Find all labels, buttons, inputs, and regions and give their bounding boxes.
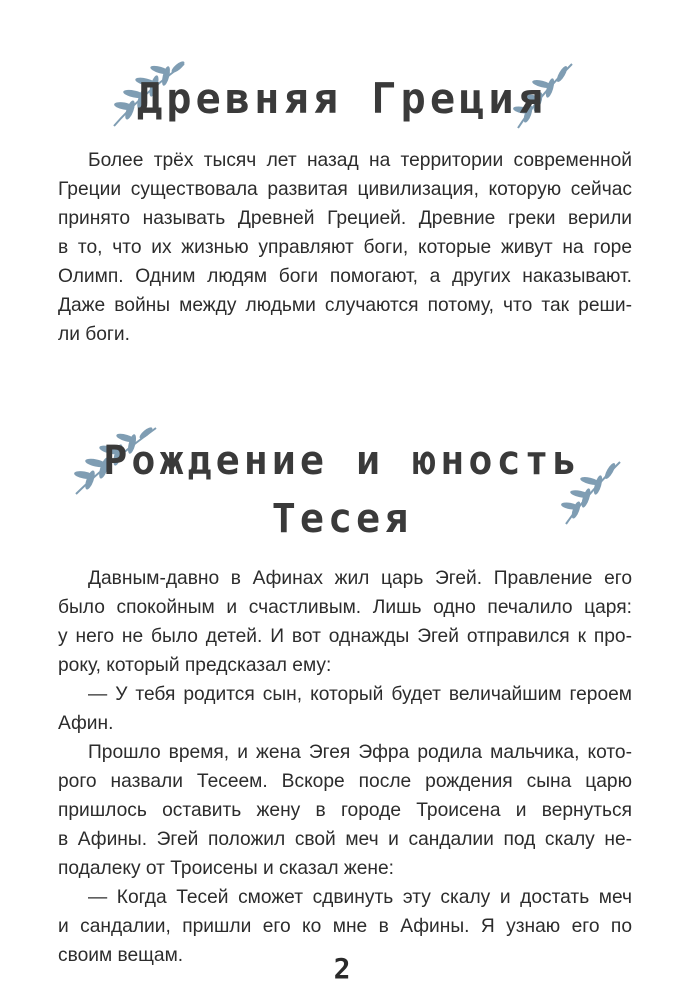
text-line: своим вещам. — [58, 945, 184, 966]
text-line: — У тебя родится сын, который будет величайшим героем — [88, 684, 632, 705]
text-line: у него не было детей. И вот однажды Эгей отправился к про- — [58, 626, 632, 647]
text-line: — Когда Тесей сможет сдвинуть эту скалу и достать меч — [88, 887, 632, 908]
text-line: и сандалии, пришли его ко мне в Афины. Я узнаю его по — [58, 916, 632, 937]
text-line: Прошло время, и жена Эгея Эфра родила мальчика, кото- — [88, 742, 632, 763]
text-line: пришлось оставить жену в городе Троисена и вернуться — [58, 800, 632, 821]
text-line: року, который предсказал ему: — [58, 655, 332, 676]
text-line: Давным-давно в Афинах жил царь Эгей. Правление его — [88, 568, 632, 589]
text-line: в то, что их жизнью управляют боги, которые живут на горе — [58, 237, 632, 258]
text-line: Более трёх тысяч лет назад на территории современной — [88, 150, 632, 171]
text-line: подалеку от Троисены и сказал жене: — [58, 858, 394, 879]
text-line: Афин. — [58, 713, 114, 734]
text-line: принято называть Древней Грецией. Древние греки верили — [58, 208, 632, 229]
text-line: Греции существовала развитая цивилизация, которую сейчас — [58, 179, 632, 200]
story-text — [58, 564, 632, 970]
intro-paragraph — [58, 146, 632, 349]
text-line: было спокойным и счастливым. Лишь одно печалило царя: — [58, 597, 632, 618]
text-line: ли боги. — [58, 324, 130, 345]
page-number: 2 — [333, 952, 351, 985]
text-line: в Афины. Эгей положил свой меч и сандалии под скалу не- — [58, 829, 632, 850]
section-title: Древняя Греция — [136, 74, 547, 123]
section-title-line-1: Рождение и юность — [103, 438, 581, 484]
text-line: Олимп. Одним людям боги помогают, а других наказывают. — [58, 266, 632, 287]
section-title-line-2: Тесея — [271, 496, 413, 542]
text-line: рого назвали Тесеем. Вскоре после рождения сына царю — [58, 771, 632, 792]
text-line: Даже войны между людьми случаются потому, что так реши- — [58, 295, 632, 316]
